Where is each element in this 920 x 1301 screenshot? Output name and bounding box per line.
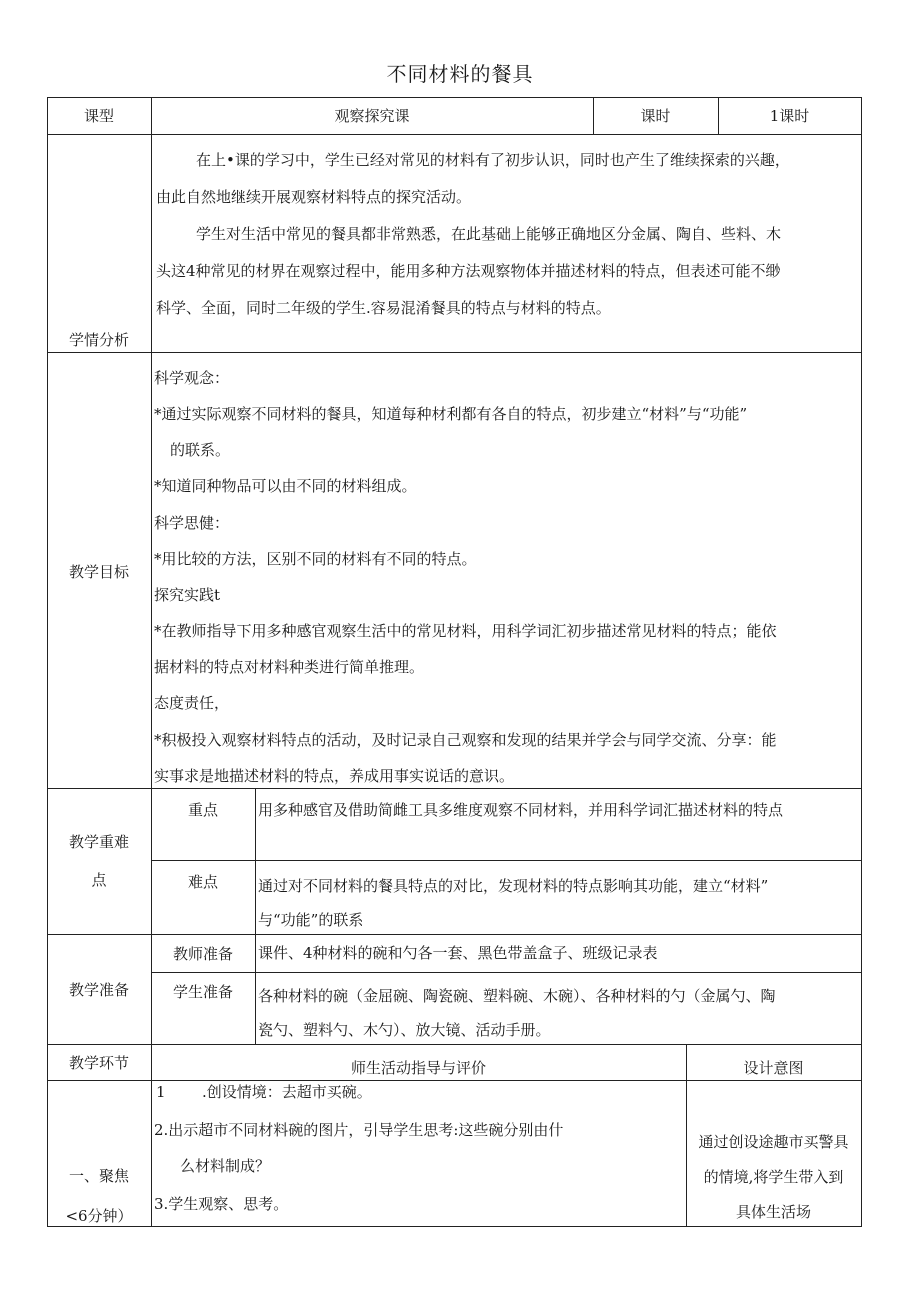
lesson-type-label: 课型 bbox=[83, 107, 114, 125]
activity-item-cont: 么材料制成？ bbox=[180, 1157, 271, 1175]
difficulty-label: 难点 bbox=[187, 873, 218, 891]
goal-line: *通过实际观察不同材料的餐具，知道每种材利都有各自的特点，初步建立“材料”与“功能” bbox=[154, 405, 748, 423]
student-prep-line: 瓷勺、塑料勺、木勺）、放大镜、活动手册。 bbox=[258, 1021, 551, 1039]
teacher-prep-label: 教师准备 bbox=[172, 945, 233, 963]
class-hours-value: 1课时 bbox=[769, 107, 810, 125]
preparation-label: 教学准备 bbox=[68, 981, 129, 999]
intent-line: 具体生活场 bbox=[735, 1203, 811, 1221]
difficulty-line: 与“功能”的联系 bbox=[258, 911, 364, 929]
analysis-line: 科学、全面，同时二年级的学生.容易混淆餐具的特点与材料的特点。 bbox=[156, 299, 611, 317]
class-hours-label: 课时 bbox=[640, 107, 671, 125]
goal-line: 探究实践t bbox=[154, 586, 221, 604]
activity-item: 2.出示超市不同材料碗的图片，引导学生思考:这些碗分别由什 bbox=[154, 1121, 564, 1139]
goals-label: 教学目标 bbox=[68, 563, 129, 581]
intent-line: 的情境,将学生带入到 bbox=[703, 1168, 844, 1186]
difficulty-line: 通过对不同材料的餐具特点的对比，发现材料的特点影响其功能，建立“材料” bbox=[258, 877, 769, 895]
activity-item: 3.学生观察、思考。 bbox=[154, 1195, 289, 1213]
stage1-label: 一、聚焦 bbox=[68, 1167, 129, 1185]
student-prep-label: 学生准备 bbox=[172, 983, 233, 1001]
goal-line: *用比较的方法，区别不同的材料有不同的特点。 bbox=[154, 550, 477, 568]
goal-line: 实事求是地描述材料的特点，养成用事实说话的意识。 bbox=[154, 767, 515, 785]
intent-column-header: 设计意图 bbox=[743, 1059, 804, 1077]
key-points-label: 教学重难 bbox=[68, 833, 129, 851]
goal-line: 态度责任， bbox=[154, 694, 230, 712]
focus-text: 用多种感官及借助简雌工具多维度观察不同材料，并用科学词汇描述材料的特点 bbox=[258, 801, 784, 819]
lesson-type-value: 观察探究课 bbox=[334, 107, 410, 125]
activity-item: .创设情境：去超市买碗。 bbox=[202, 1083, 372, 1101]
stage-column-header: 教学环节 bbox=[68, 1054, 129, 1072]
key-points-label-cont: 点 bbox=[91, 871, 107, 889]
goal-line: 据材料的特点对材料种类进行简单推理。 bbox=[154, 658, 425, 676]
analysis-line: 在上•课的学习中，学生已经对常见的材料有了初步认识，同时也产生了维续探索的兴趣， bbox=[196, 151, 790, 169]
analysis-line: 头这4种常见的材界在观察过程中，能用多种方法观察物体并描述材料的特点，但表述可能不缈 bbox=[156, 262, 781, 280]
focus-label: 重点 bbox=[187, 801, 218, 819]
analysis-line: 由此自然地继续开展观察材料特点的探究活动。 bbox=[156, 188, 472, 206]
activity-column-header: 师生活动指导与评价 bbox=[350, 1059, 486, 1077]
teacher-prep-text: 课件、4种材料的碗和勺各一套、黑色带盖盒子、班级记录表 bbox=[258, 944, 658, 962]
document-title: 不同材料的餐具 bbox=[386, 62, 534, 86]
stage1-duration: <6分钟） bbox=[65, 1207, 133, 1225]
analysis-line: 学生对生活中常见的餐具都非常熟悉，在此基础上能够正确地区分金属、陶自、些料、木 bbox=[196, 225, 782, 243]
goal-line: *积极投入观察材料特点的活动，及时记录自己观察和发现的结果并学会与同学交流、分享：能 bbox=[154, 731, 777, 749]
goal-line: 科学思健： bbox=[154, 514, 230, 532]
goal-line: *知道同种物品可以由不同的材料组成。 bbox=[154, 477, 417, 495]
goal-line: 科学观念： bbox=[154, 369, 230, 387]
activity-item-number: 1 bbox=[156, 1083, 166, 1101]
analysis-label: 学情分析 bbox=[68, 331, 129, 349]
intent-line: 通过创设途趣市买警具 bbox=[698, 1133, 849, 1151]
student-prep-line: 各种材料的碗（金屈碗、陶瓷碗、塑料碗、木碗）、各种材料的勺（金属勺、陶 bbox=[258, 987, 776, 1005]
goal-line: 的联系。 bbox=[170, 441, 231, 459]
goal-line: *在教师指导下用多种感官观察生活中的常见材料，用科学词汇初步描述常见材料的特点；能依 bbox=[154, 622, 777, 640]
